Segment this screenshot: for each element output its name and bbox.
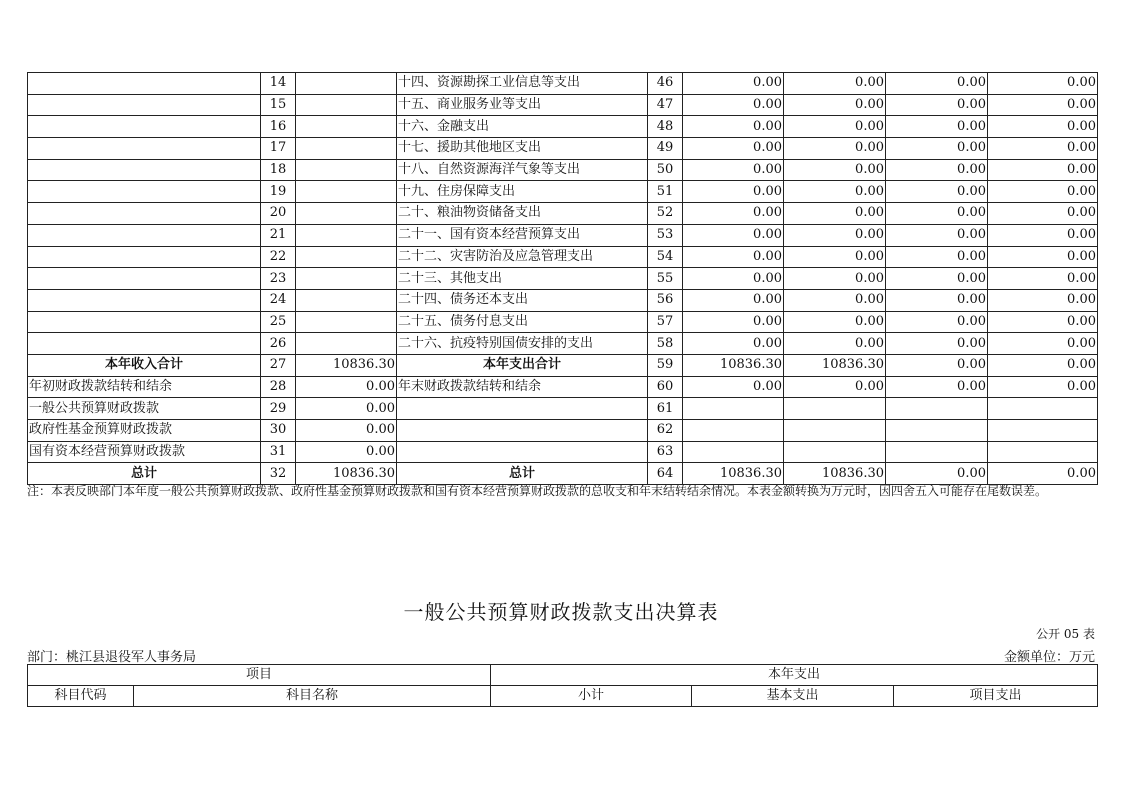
income-line-no-cell: 23 — [261, 268, 296, 290]
expense-total-cell: 0.00 — [683, 333, 784, 355]
expense-govfund-cell: 0.00 — [988, 203, 1098, 225]
expense-item-cell — [397, 420, 648, 442]
income-line-no-cell: 14 — [261, 73, 296, 95]
expense-total-cell: 0.00 — [683, 73, 784, 95]
expense-line-no-cell: 63 — [648, 441, 683, 463]
table-row — [28, 268, 1098, 290]
expense-item-cell: 二十一、国有资本经营预算支出 — [397, 224, 648, 246]
income-amount-cell: 0.00 — [296, 398, 397, 420]
income-line-no-cell: 26 — [261, 333, 296, 355]
expense-item-cell: 二十二、灾害防治及应急管理支出 — [397, 246, 648, 268]
income-line-no-cell: 30 — [261, 420, 296, 442]
expense-total-cell: 10836.30 — [683, 354, 784, 376]
income-line-no-cell: 15 — [261, 94, 296, 116]
expense-line-no-cell: 49 — [648, 138, 683, 160]
expense-line-no-cell: 51 — [648, 181, 683, 203]
expense-basic-cell: 0.00 — [784, 246, 886, 268]
expense-item-cell — [397, 441, 648, 463]
table-row — [28, 398, 1098, 420]
expense-project-cell: 0.00 — [886, 116, 988, 138]
table-row — [28, 420, 1098, 442]
expense-basic-cell: 0.00 — [784, 333, 886, 355]
expense-item-cell: 年末财政拨款结转和结余 — [397, 376, 648, 398]
col-project-expense: 项目支出 — [894, 686, 1098, 707]
income-item-cell — [28, 203, 261, 225]
income-amount-cell — [296, 116, 397, 138]
expense-basic-cell: 0.00 — [784, 376, 886, 398]
col-subject-name: 科目名称 — [134, 686, 491, 707]
expense-line-no-cell: 62 — [648, 420, 683, 442]
expense-project-cell: 0.00 — [886, 224, 988, 246]
income-amount-cell — [296, 73, 397, 95]
income-amount-cell — [296, 311, 397, 333]
income-amount-cell — [296, 289, 397, 311]
expense-govfund-cell: 0.00 — [988, 333, 1098, 355]
col-subtotal: 小计 — [491, 686, 692, 707]
expense-line-no-cell: 64 — [648, 463, 683, 485]
income-item-cell: 总计 — [28, 463, 261, 485]
expense-project-cell: 0.00 — [886, 289, 988, 311]
expense-basic-cell: 0.00 — [784, 116, 886, 138]
income-item-cell: 一般公共预算财政拨款 — [28, 398, 261, 420]
col-basic-expense: 基本支出 — [692, 686, 894, 707]
expense-total-cell: 0.00 — [683, 289, 784, 311]
expense-project-cell — [886, 441, 988, 463]
expense-total-cell: 0.00 — [683, 203, 784, 225]
expense-basic-cell: 0.00 — [784, 268, 886, 290]
table-row — [28, 311, 1098, 333]
expense-basic-cell: 0.00 — [784, 311, 886, 333]
expense-line-no-cell: 58 — [648, 333, 683, 355]
table-row — [28, 73, 1098, 95]
income-amount-cell — [296, 181, 397, 203]
expense-item-cell: 本年支出合计 — [397, 354, 648, 376]
table-row — [28, 246, 1098, 268]
table-row — [28, 94, 1098, 116]
table-row — [28, 116, 1098, 138]
expense-item-cell: 总计 — [397, 463, 648, 485]
expense-basic-cell: 0.00 — [784, 289, 886, 311]
expense-total-cell: 0.00 — [683, 224, 784, 246]
table-row — [28, 354, 1098, 376]
expense-total-cell: 0.00 — [683, 116, 784, 138]
income-line-no-cell: 17 — [261, 138, 296, 160]
expense-govfund-cell — [988, 420, 1098, 442]
expense-basic-cell: 10836.30 — [784, 463, 886, 485]
expense-govfund-cell: 0.00 — [988, 376, 1098, 398]
income-item-cell — [28, 311, 261, 333]
income-item-cell — [28, 73, 261, 95]
income-item-cell — [28, 289, 261, 311]
income-item-cell — [28, 268, 261, 290]
income-amount-cell: 10836.30 — [296, 354, 397, 376]
income-item-cell — [28, 116, 261, 138]
expense-project-cell — [886, 420, 988, 442]
expense-item-cell: 十八、自然资源海洋气象等支出 — [397, 159, 648, 181]
table-row — [28, 203, 1098, 225]
expense-total-cell: 0.00 — [683, 138, 784, 160]
expense-basic-cell: 0.00 — [784, 73, 886, 95]
income-amount-cell — [296, 246, 397, 268]
expense-item-cell: 二十五、债务付息支出 — [397, 311, 648, 333]
expense-project-cell: 0.00 — [886, 203, 988, 225]
expense-govfund-cell: 0.00 — [988, 73, 1098, 95]
expense-project-cell: 0.00 — [886, 354, 988, 376]
expense-basic-cell: 0.00 — [784, 94, 886, 116]
expense-govfund-cell: 0.00 — [988, 138, 1098, 160]
expense-line-no-cell: 59 — [648, 354, 683, 376]
table-row — [28, 289, 1098, 311]
expense-basic-cell — [784, 441, 886, 463]
income-item-cell: 政府性基金预算财政拨款 — [28, 420, 261, 442]
expense-project-cell: 0.00 — [886, 159, 988, 181]
expense-total-cell: 10836.30 — [683, 463, 784, 485]
expense-project-cell: 0.00 — [886, 246, 988, 268]
table-footnote: 注：本表反映部门本年度一般公共预算财政拨款、政府性基金预算财政拨款和国有资本经营预算财政拨款的总收支和年末结转结余情况。本表金额转换为万元时，因四舍五入可能存在尾数误差。 — [27, 484, 1048, 498]
expense-basic-cell — [784, 420, 886, 442]
expense-govfund-cell: 0.00 — [988, 311, 1098, 333]
expense-line-no-cell: 57 — [648, 311, 683, 333]
amount-unit-label: 金额单位：万元 — [1003, 650, 1095, 665]
income-line-no-cell: 20 — [261, 203, 296, 225]
income-line-no-cell: 19 — [261, 181, 296, 203]
table2-title: 一般公共预算财政拨款支出决算表 — [403, 600, 719, 624]
expense-line-no-cell: 47 — [648, 94, 683, 116]
expense-total-cell — [683, 420, 784, 442]
income-amount-cell — [296, 333, 397, 355]
income-amount-cell: 0.00 — [296, 376, 397, 398]
income-line-no-cell: 27 — [261, 354, 296, 376]
expense-project-cell: 0.00 — [886, 376, 988, 398]
expense-basic-cell: 0.00 — [784, 159, 886, 181]
income-line-no-cell: 29 — [261, 398, 296, 420]
expense-govfund-cell: 0.00 — [988, 94, 1098, 116]
expense-item-cell: 二十三、其他支出 — [397, 268, 648, 290]
income-item-cell — [28, 333, 261, 355]
expense-line-no-cell: 61 — [648, 398, 683, 420]
expense-line-no-cell: 55 — [648, 268, 683, 290]
income-item-cell — [28, 159, 261, 181]
income-amount-cell — [296, 138, 397, 160]
expense-line-no-cell: 60 — [648, 376, 683, 398]
department-label: 部门：桃江县退役军人事务局 — [27, 650, 197, 665]
expense-basic-cell: 0.00 — [784, 138, 886, 160]
expense-item-cell: 十七、援助其他地区支出 — [397, 138, 648, 160]
expense-govfund-cell — [988, 441, 1098, 463]
income-amount-cell — [296, 159, 397, 181]
table-row — [28, 138, 1098, 160]
expense-total-cell: 0.00 — [683, 159, 784, 181]
expense-item-cell: 二十六、抗疫特别国债安排的支出 — [397, 333, 648, 355]
expense-project-cell: 0.00 — [886, 73, 988, 95]
expense-line-no-cell: 48 — [648, 116, 683, 138]
expense-govfund-cell: 0.00 — [988, 181, 1098, 203]
expense-total-cell — [683, 441, 784, 463]
expense-project-cell: 0.00 — [886, 138, 988, 160]
expense-line-no-cell: 53 — [648, 224, 683, 246]
financial-summary-table — [27, 72, 1098, 485]
income-item-cell: 本年收入合计 — [28, 354, 261, 376]
table-row — [28, 181, 1098, 203]
form-number: 公开 05 表 — [1036, 627, 1095, 641]
expense-project-cell: 0.00 — [886, 311, 988, 333]
expense-project-cell: 0.00 — [886, 181, 988, 203]
income-line-no-cell: 16 — [261, 116, 296, 138]
expense-line-no-cell: 54 — [648, 246, 683, 268]
expense-item-cell: 二十四、债务还本支出 — [397, 289, 648, 311]
expense-total-cell: 0.00 — [683, 268, 784, 290]
income-line-no-cell: 31 — [261, 441, 296, 463]
expense-govfund-cell — [988, 398, 1098, 420]
income-line-no-cell: 28 — [261, 376, 296, 398]
income-item-cell — [28, 181, 261, 203]
income-line-no-cell: 32 — [261, 463, 296, 485]
expense-total-cell: 0.00 — [683, 311, 784, 333]
expense-basic-cell: 0.00 — [784, 203, 886, 225]
expense-line-no-cell: 56 — [648, 289, 683, 311]
income-item-cell — [28, 94, 261, 116]
table-row — [28, 159, 1098, 181]
income-amount-cell: 10836.30 — [296, 463, 397, 485]
table-row — [28, 441, 1098, 463]
expense-project-cell — [886, 398, 988, 420]
expense-item-cell: 十四、资源勘探工业信息等支出 — [397, 73, 648, 95]
expense-project-cell: 0.00 — [886, 463, 988, 485]
expense-govfund-cell: 0.00 — [988, 463, 1098, 485]
income-item-cell — [28, 224, 261, 246]
table-row — [28, 224, 1098, 246]
expense-project-cell: 0.00 — [886, 333, 988, 355]
expense-total-cell: 0.00 — [683, 94, 784, 116]
expense-govfund-cell: 0.00 — [988, 246, 1098, 268]
table-row — [28, 376, 1098, 398]
expense-govfund-cell: 0.00 — [988, 224, 1098, 246]
income-amount-cell — [296, 203, 397, 225]
header-project: 项目 — [28, 665, 491, 686]
col-subject-code: 科目代码 — [28, 686, 134, 707]
expense-govfund-cell: 0.00 — [988, 159, 1098, 181]
expense-govfund-cell: 0.00 — [988, 268, 1098, 290]
income-line-no-cell: 25 — [261, 311, 296, 333]
expense-basic-cell — [784, 398, 886, 420]
table-row — [28, 463, 1098, 485]
income-amount-cell: 0.00 — [296, 441, 397, 463]
expense-line-no-cell: 46 — [648, 73, 683, 95]
income-item-cell: 年初财政拨款结转和结余 — [28, 376, 261, 398]
header-current-expense: 本年支出 — [491, 665, 1098, 686]
income-line-no-cell: 22 — [261, 246, 296, 268]
expense-total-cell: 0.00 — [683, 376, 784, 398]
expense-table-header — [27, 664, 1098, 707]
expense-total-cell — [683, 398, 784, 420]
income-item-cell — [28, 138, 261, 160]
income-amount-cell — [296, 94, 397, 116]
expense-item-cell: 十五、商业服务业等支出 — [397, 94, 648, 116]
expense-project-cell: 0.00 — [886, 94, 988, 116]
expense-project-cell: 0.00 — [886, 268, 988, 290]
income-amount-cell: 0.00 — [296, 420, 397, 442]
income-line-no-cell: 24 — [261, 289, 296, 311]
expense-line-no-cell: 50 — [648, 159, 683, 181]
income-item-cell: 国有资本经营预算财政拨款 — [28, 441, 261, 463]
expense-govfund-cell: 0.00 — [988, 354, 1098, 376]
income-line-no-cell: 21 — [261, 224, 296, 246]
expense-total-cell: 0.00 — [683, 181, 784, 203]
income-amount-cell — [296, 224, 397, 246]
expense-line-no-cell: 52 — [648, 203, 683, 225]
income-item-cell — [28, 246, 261, 268]
expense-item-cell: 十六、金融支出 — [397, 116, 648, 138]
expense-item-cell: 二十、粮油物资储备支出 — [397, 203, 648, 225]
expense-item-cell: 十九、住房保障支出 — [397, 181, 648, 203]
expense-basic-cell: 0.00 — [784, 224, 886, 246]
expense-total-cell: 0.00 — [683, 246, 784, 268]
expense-govfund-cell: 0.00 — [988, 289, 1098, 311]
table-row — [28, 333, 1098, 355]
expense-basic-cell: 10836.30 — [784, 354, 886, 376]
summary-table-body — [28, 73, 1098, 485]
income-amount-cell — [296, 268, 397, 290]
expense-item-cell — [397, 398, 648, 420]
expense-basic-cell: 0.00 — [784, 181, 886, 203]
expense-govfund-cell: 0.00 — [988, 116, 1098, 138]
income-line-no-cell: 18 — [261, 159, 296, 181]
